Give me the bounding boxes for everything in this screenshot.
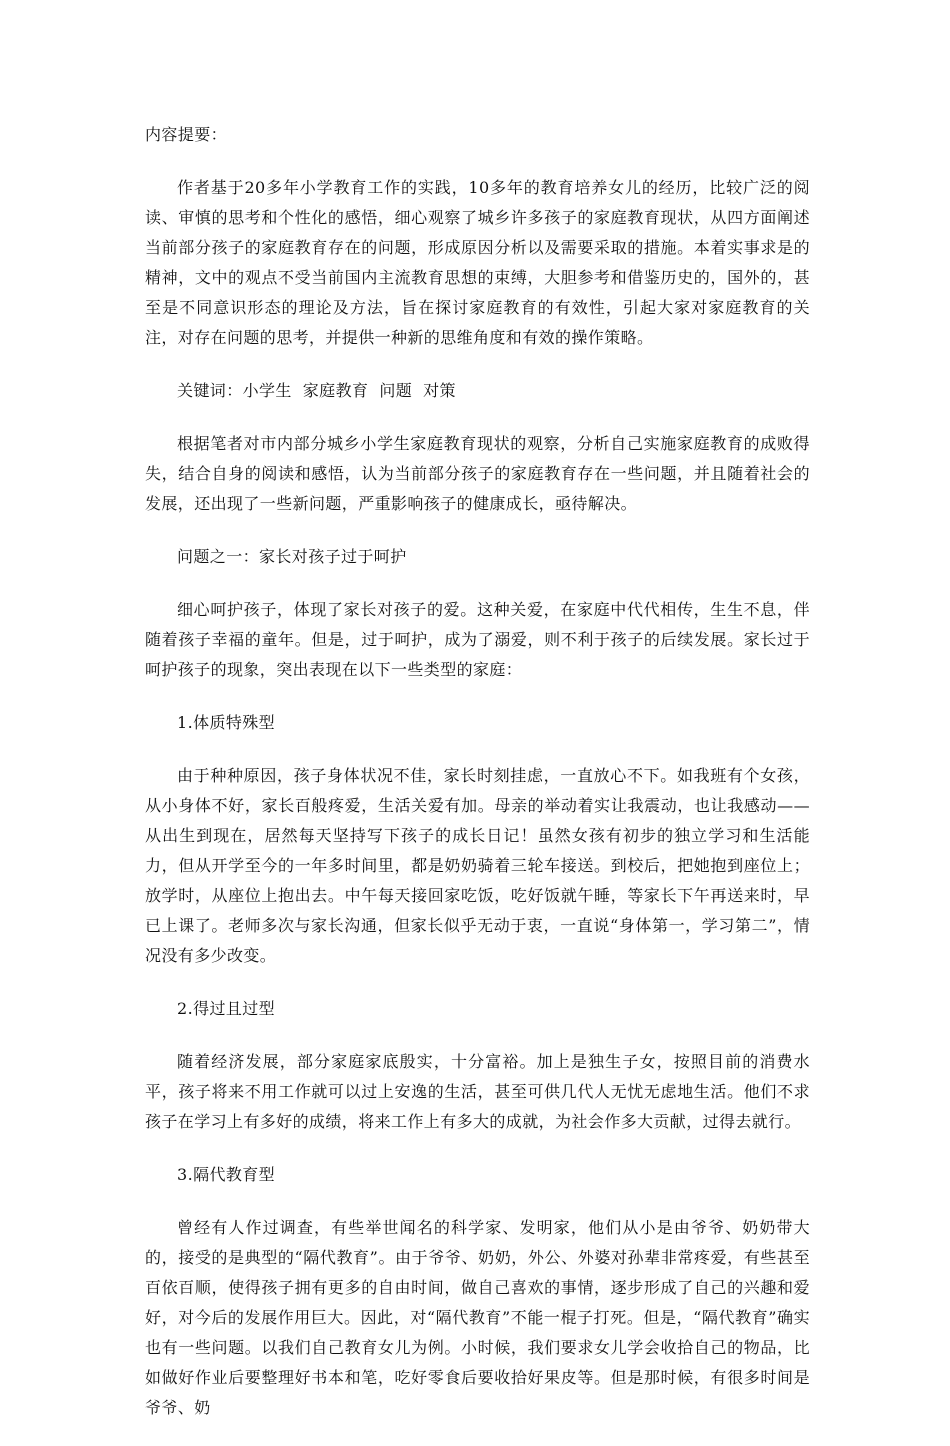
type3-body: 曾经有人作过调查，有些举世闻名的科学家、发明家，他们从小是由爷爷、奶奶带大的，接受的是典型的“隔代教育”。由于爷爷、奶奶，外公、外婆对孙辈非常疼爱，有些甚至百依百顺，使得孩子拥有更多的自由时间，做自己喜欢的事情，逐步形成了自己的兴趣和爱好，对今后的发展作用巨大。因此，对“隔代教育”不能一棍子打死。但是，“隔代教育”确实也有一些问题。以我们自己教育女儿为例。小时候，我们要求女儿学会收拾自己的物品，比如做好作业后要整理好书本和笔，吃好零食后要收拾好果皮等。但是那时候，有很多时间是爷爷、奶: [145, 1218, 810, 1417]
summary-heading: 内容提要：: [145, 125, 228, 144]
problem1-body: 细心呵护孩子，体现了家长对孩子的爱。这种关爱，在家庭中代代相传，生生不息，伴随着孩子幸福的童年。但是，过于呵护，成为了溺爱，则不利于孩子的后续发展。家长过于呵护孩子的现象，突出表现在以下一些类型的家庭：: [145, 600, 810, 679]
type1-body: 由于种种原因，孩子身体状况不佳，家长时刻挂虑，一直放心不下。如我班有个女孩，从小身体不好，家长百般疼爱，生活关爱有加。母亲的举动着实让我震动，也让我感动——从出生到现在，居然每天坚持写下孩子的成长日记！虽然女孩有初步的独立学习和生活能力，但从开学至今的一年多时间里，都是奶奶骑着三轮车接送。到校后，把她抱到座位上；放学时，从座位上抱出去。中午每天接回家吃饭，吃好饭就午睡，等家长下午再送来时，早已上课了。老师多次与家长沟通，但家长似乎无动于衷，一直说“身体第一，学习第二”，情况没有多少改变。: [145, 766, 810, 965]
type1-heading: 1.体质特殊型: [177, 713, 276, 732]
intro-paragraph: 根据笔者对市内部分城乡小学生家庭教育现状的观察，分析自己实施家庭教育的成败得失，结合自身的阅读和感悟，认为当前部分孩子的家庭教育存在一些问题，并且随着社会的发展，还出现了一些新问题，严重影响孩子的健康成长，亟待解决。: [145, 434, 810, 513]
problem1-heading: 问题之一：家长对孩子过于呵护: [177, 547, 407, 566]
type2-heading: 2.得过且过型: [177, 999, 276, 1018]
document-page: [145, 120, 810, 1446]
type3-heading: 3.隔代教育型: [177, 1165, 276, 1184]
type2-body: 随着经济发展，部分家庭家底殷实，十分富裕。加上是独生子女，按照目前的消费水平，孩子将来不用工作就可以过上安逸的生活，甚至可供几代人无忧无虑地生活。他们不求孩子在学习上有多好的成绩，将来工作上有多大的成就，为社会作多大贡献，过得去就行。: [145, 1052, 810, 1131]
keywords-line: 关键词：小学生 家庭教育 问题 对策: [177, 381, 456, 400]
summary-body: 作者基于20多年小学教育工作的实践，10多年的教育培养女儿的经历，比较广泛的阅读、审慎的思考和个性化的感悟，细心观察了城乡许多孩子的家庭教育现状，从四方面阐述当前部分孩子的家庭教育存在的问题，形成原因分析以及需要采取的措施。本着实事求是的精神，文中的观点不受当前国内主流教育思想的束缚，大胆参考和借鉴历史的，国外的，甚至是不同意识形态的理论及方法，旨在探讨家庭教育的有效性，引起大家对家庭教育的关注，对存在问题的思考，并提供一种新的思维角度和有效的操作策略。: [145, 178, 810, 347]
